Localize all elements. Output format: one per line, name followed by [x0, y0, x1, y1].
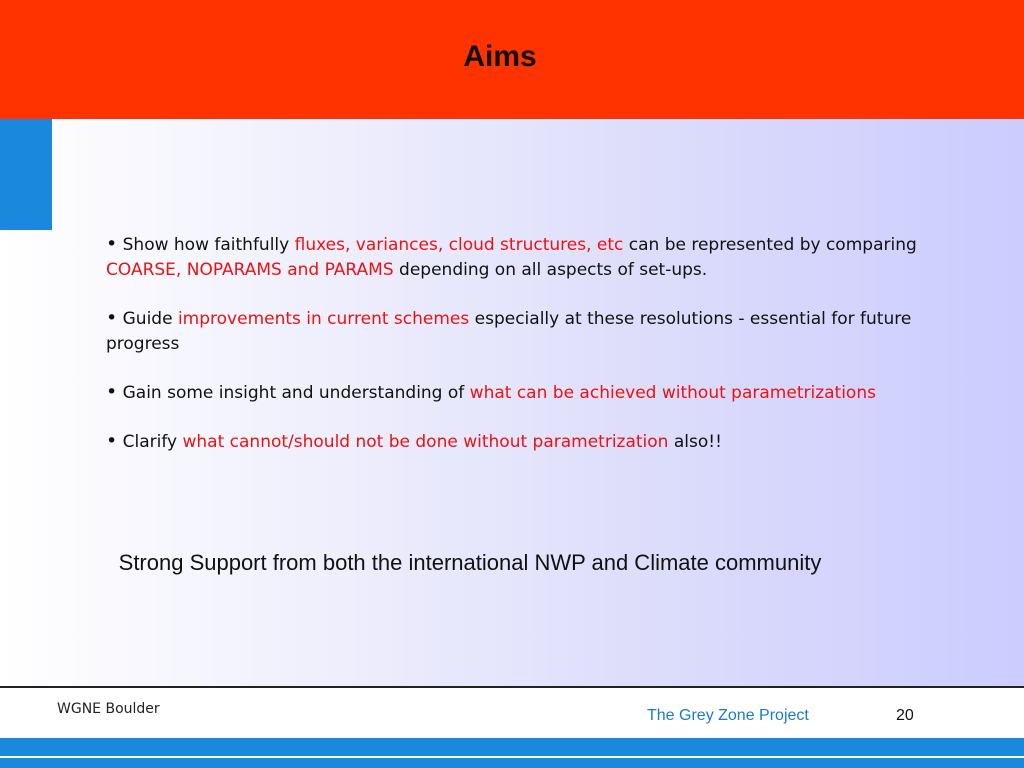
bullet-text: Clarify	[117, 432, 183, 452]
bullet-item	[106, 232, 976, 283]
footer-event-label: WGNE Boulder	[57, 701, 160, 717]
bullet-text: Show how faithfully	[117, 235, 295, 255]
bullet-highlight-text: fluxes, variances, cloud structures, etc	[294, 235, 624, 255]
footer-divider	[0, 686, 1024, 688]
bullet-highlight-text: improvements in current schemes	[177, 309, 470, 329]
bullet-dot: •	[106, 430, 118, 452]
bullet-text: also!!	[668, 432, 722, 452]
bullet-dot: •	[106, 307, 118, 329]
bullet-list	[106, 232, 976, 478]
bullet-dot: •	[106, 233, 118, 255]
left-accent-block	[0, 119, 52, 230]
bullet-item	[106, 380, 976, 406]
bullet-item	[106, 429, 976, 455]
slide-title: Aims	[463, 40, 537, 73]
bottom-stripe	[0, 756, 1024, 758]
bullet-highlight-text: what cannot/should not be done without parametrization	[182, 432, 669, 452]
footer-project-name: The Grey Zone Project	[647, 707, 809, 724]
bottom-bar	[0, 738, 1024, 768]
bullet-dot: •	[106, 381, 118, 403]
bullet-item	[106, 306, 976, 357]
bullet-text: especially at these resolutions - essential for future progress	[106, 309, 912, 354]
bullet-highlight-text: what can be achieved without parametrizations	[469, 383, 876, 403]
bullet-text: can be represented by comparing	[623, 235, 917, 255]
bullet-highlight-text: COARSE, NOPARAMS and PARAMS	[106, 260, 394, 280]
page-number: 20	[896, 707, 914, 724]
bullet-text: Gain some insight and understanding of	[117, 383, 470, 403]
support-statement: Strong Support from both the international NWP and Climate community	[118, 550, 822, 575]
bullet-text: depending on all aspects of set-ups.	[393, 260, 708, 280]
bullet-text: Guide	[117, 309, 178, 329]
